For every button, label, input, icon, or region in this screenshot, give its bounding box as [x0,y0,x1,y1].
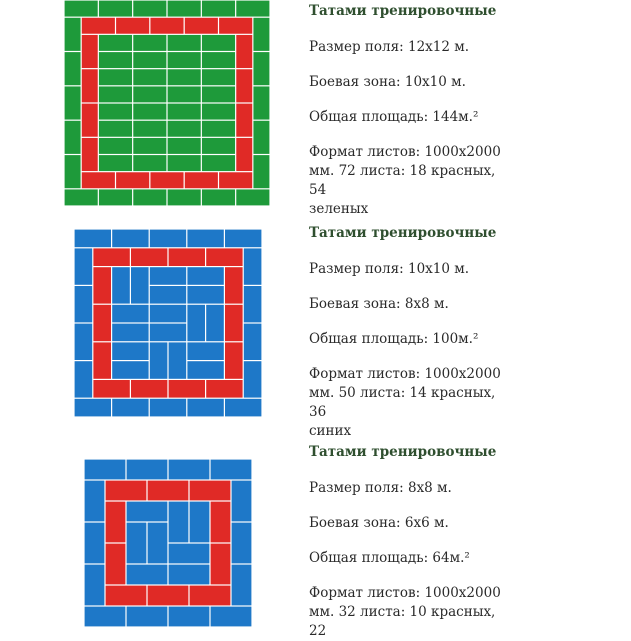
blue-mat-sheet [127,565,168,585]
red-mat-sheet [206,380,242,398]
red-mat-sheet [82,138,98,171]
green-mat-sheet [168,138,201,154]
tatami-svg-10x10 [74,229,262,417]
green-mat-sheet [99,138,132,154]
blue-mat-sheet [225,399,261,417]
green-mat-sheet [168,104,201,120]
green-mat-sheet [253,52,269,85]
green-mat-sheet [133,52,166,68]
green-mat-sheet [168,189,201,205]
green-mat-sheet [99,155,132,171]
blue-mat-sheet [150,267,186,285]
green-mat-sheet [65,18,81,51]
green-mat-sheet [133,86,166,102]
red-mat-sheet [106,544,126,585]
red-mat-sheet [93,305,111,341]
red-mat-sheet [169,380,205,398]
red-mat-sheet [236,69,252,102]
block-title: Татами тренировочные [309,225,497,241]
blue-mat-sheet [85,607,126,627]
blue-mat-sheet [187,286,223,304]
blue-mat-sheet [127,607,168,627]
combat-zone: Боевая зона: 10х10 м. [309,74,466,90]
blue-mat-sheet [187,361,223,379]
blue-mat-sheet [75,286,93,322]
green-mat-sheet [133,104,166,120]
blue-mat-sheet [187,305,205,341]
blue-mat-sheet [169,342,187,378]
green-mat-sheet [236,1,269,17]
green-mat-sheet [65,155,81,188]
blue-mat-sheet [85,460,126,480]
red-mat-sheet [169,248,205,266]
tatami-info-3 [309,443,514,641]
tatami-diagram-green [64,0,270,206]
blue-mat-sheet [85,481,105,522]
red-mat-sheet [82,18,115,34]
green-mat-sheet [202,86,235,102]
green-mat-sheet [202,104,235,120]
blue-mat-sheet [187,342,223,360]
green-mat-sheet [133,35,166,51]
blue-mat-sheet [127,502,168,522]
blue-mat-sheet [206,305,224,341]
green-mat-sheet [99,86,132,102]
green-mat-sheet [65,52,81,85]
total-area: Общая площадь: 100м.² [309,331,479,347]
red-mat-sheet [148,481,189,501]
blue-mat-sheet [150,324,186,342]
blue-mat-sheet [187,267,223,285]
red-mat-sheet [236,104,252,137]
green-mat-sheet [236,189,269,205]
red-mat-sheet [225,342,243,378]
red-mat-sheet [225,267,243,303]
red-mat-sheet [116,18,149,34]
green-mat-sheet [99,1,132,17]
blue-mat-sheet [75,324,93,360]
green-mat-sheet [65,86,81,119]
green-mat-sheet [99,189,132,205]
blue-mat-sheet [244,248,262,284]
block-title: Татами тренировочные [309,444,497,460]
blue-mat-sheet [150,286,186,304]
blue-mat-sheet [127,523,147,564]
green-mat-sheet [133,189,166,205]
sheet-format-line-2: мм. 50 листа: 14 красных, 36 [309,385,496,420]
combat-zone: Боевая зона: 8х8 м. [309,296,449,312]
green-mat-sheet [99,52,132,68]
green-mat-sheet [99,35,132,51]
red-mat-sheet [190,481,231,501]
field-size: Размер поля: 12х12 м. [309,39,470,55]
red-mat-sheet [206,248,242,266]
green-mat-sheet [99,69,132,85]
blue-mat-sheet [150,230,186,248]
blue-mat-sheet [112,230,148,248]
red-mat-sheet [185,18,218,34]
blue-mat-sheet [169,544,210,564]
red-mat-sheet [148,586,189,606]
tatami-svg-12x12 [64,0,270,206]
green-mat-sheet [99,104,132,120]
red-mat-sheet [219,172,252,188]
blue-mat-sheet [169,607,210,627]
green-mat-sheet [202,138,235,154]
blue-mat-sheet [232,481,252,522]
green-mat-sheet [168,121,201,137]
blue-mat-sheet [131,267,149,303]
red-mat-sheet [106,481,147,501]
red-mat-sheet [116,172,149,188]
green-mat-sheet [168,155,201,171]
blue-mat-sheet [75,230,111,248]
blue-mat-sheet [85,523,105,564]
blue-mat-sheet [127,460,168,480]
combat-zone: Боевая зона: 6х6 м. [309,515,449,531]
red-mat-sheet [236,35,252,68]
blue-mat-sheet [112,267,130,303]
red-mat-sheet [106,502,126,543]
red-mat-sheet [82,104,98,137]
green-mat-sheet [202,1,235,17]
red-mat-sheet [93,342,111,378]
sheet-format-line-3: синих [309,423,352,439]
blue-mat-sheet [187,399,223,417]
blue-mat-sheet [169,502,189,543]
blue-mat-sheet [244,286,262,322]
green-mat-sheet [202,121,235,137]
tatami-svg-8x8 [84,459,252,627]
green-mat-sheet [133,121,166,137]
blue-mat-sheet [75,248,93,284]
green-mat-sheet [133,138,166,154]
green-mat-sheet [65,189,98,205]
red-mat-sheet [106,586,147,606]
green-mat-sheet [202,155,235,171]
blue-mat-sheet [169,460,210,480]
blue-mat-sheet [75,399,111,417]
field-size: Размер поля: 8х8 м. [309,480,452,496]
blue-mat-sheet [112,399,148,417]
blue-mat-sheet [112,324,148,342]
blue-mat-sheet [150,342,168,378]
green-mat-sheet [168,52,201,68]
green-mat-sheet [168,69,201,85]
green-mat-sheet [253,86,269,119]
red-mat-sheet [190,586,231,606]
red-mat-sheet [93,248,129,266]
sheet-format-line-3: зеленых [309,201,369,217]
block-title: Татами тренировочные [309,3,497,19]
green-mat-sheet [133,69,166,85]
tatami-info-2 [309,224,514,441]
blue-mat-sheet [150,399,186,417]
total-area: Общая площадь: 144м.² [309,109,479,125]
blue-mat-sheet [112,361,148,379]
green-mat-sheet [168,1,201,17]
blue-mat-sheet [187,230,223,248]
red-mat-sheet [225,305,243,341]
blue-mat-sheet [148,523,168,564]
green-mat-sheet [253,121,269,154]
blue-mat-sheet [232,565,252,606]
sheet-format-line-2: мм. 32 листа: 10 красных, 22 [309,604,496,639]
field-size: Размер поля: 10х10 м. [309,261,470,277]
green-mat-sheet [65,121,81,154]
green-mat-sheet [99,121,132,137]
red-mat-sheet [211,544,231,585]
blue-mat-sheet [169,565,210,585]
red-mat-sheet [150,18,183,34]
green-mat-sheet [202,189,235,205]
blue-mat-sheet [211,607,252,627]
tatami-diagram-blue-small [84,459,252,627]
red-mat-sheet [82,35,98,68]
sheet-format-line-1: Формат листов: 1000х2000 [309,144,501,160]
blue-mat-sheet [75,361,93,397]
green-mat-sheet [168,35,201,51]
blue-mat-sheet [225,230,261,248]
green-mat-sheet [253,18,269,51]
blue-mat-sheet [232,523,252,564]
red-mat-sheet [93,380,129,398]
green-mat-sheet [202,69,235,85]
red-mat-sheet [185,172,218,188]
green-mat-sheet [202,35,235,51]
green-mat-sheet [133,1,166,17]
red-mat-sheet [82,69,98,102]
red-mat-sheet [82,172,115,188]
green-mat-sheet [65,1,98,17]
blue-mat-sheet [190,502,210,543]
blue-mat-sheet [244,324,262,360]
red-mat-sheet [236,138,252,171]
red-mat-sheet [211,502,231,543]
sheet-format-line-1: Формат листов: 1000х2000 [309,366,501,382]
blue-mat-sheet [85,565,105,606]
blue-mat-sheet [211,460,252,480]
red-mat-sheet [150,172,183,188]
sheet-format-line-2: мм. 72 листа: 18 красных, 54 [309,163,496,198]
total-area: Общая площадь: 64м.² [309,550,470,566]
tatami-info-1 [309,2,514,219]
green-mat-sheet [168,86,201,102]
blue-mat-sheet [150,305,186,323]
green-mat-sheet [133,155,166,171]
blue-mat-sheet [244,361,262,397]
tatami-diagram-blue-large [74,229,262,417]
red-mat-sheet [93,267,111,303]
green-mat-sheet [253,155,269,188]
red-mat-sheet [131,248,167,266]
blue-mat-sheet [112,342,148,360]
red-mat-sheet [219,18,252,34]
red-mat-sheet [131,380,167,398]
sheet-format-line-1: Формат листов: 1000х2000 [309,585,501,601]
green-mat-sheet [202,52,235,68]
blue-mat-sheet [112,305,148,323]
